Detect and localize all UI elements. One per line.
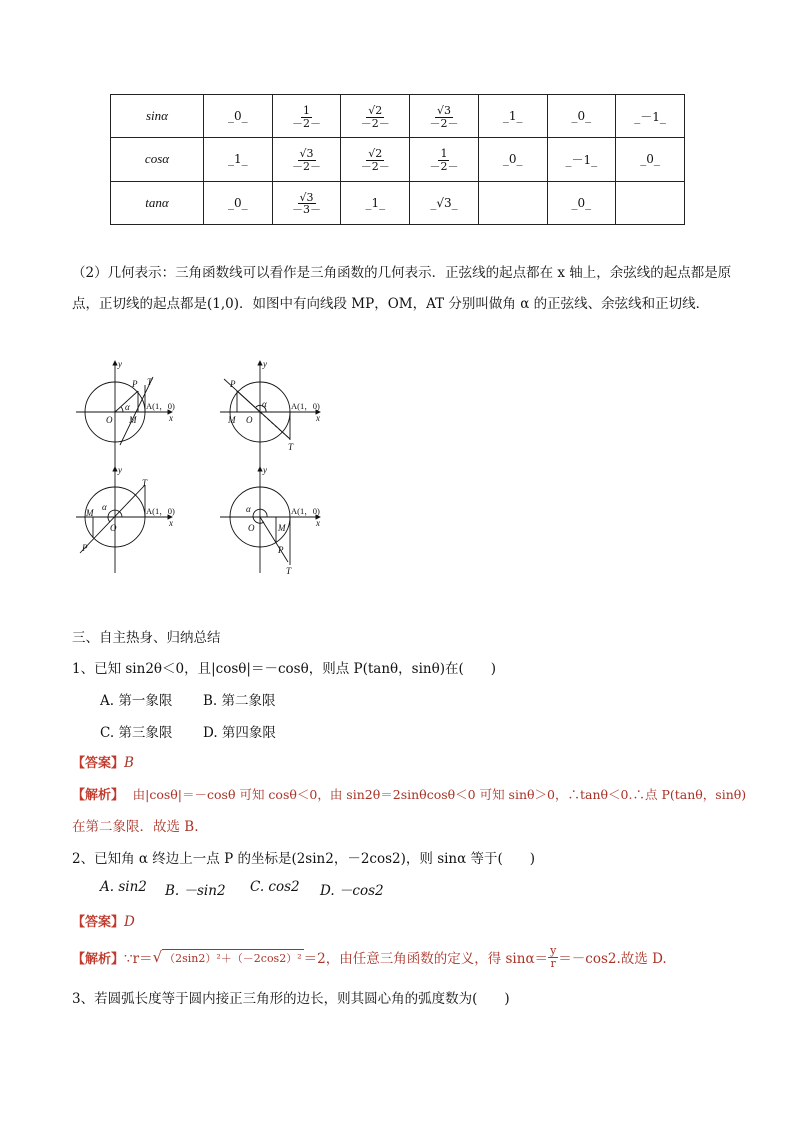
table-cell: _0_ xyxy=(547,181,616,224)
section-title: 三、自主热身、归纳总结 xyxy=(72,630,221,646)
denominator: 2 xyxy=(440,116,448,130)
svg-text:A(1，0): A(1，0) xyxy=(291,506,320,516)
q1-option-b: B. 第二象限 xyxy=(203,693,276,709)
answer-label: 【答案】 xyxy=(72,756,125,771)
q1-answer xyxy=(72,752,134,771)
svg-text:P: P xyxy=(230,379,236,389)
figure-quadrant-3 xyxy=(76,467,172,573)
fraction: $\frac{√2}{-2-}$ xyxy=(360,104,390,130)
answer-label: 【答案】 xyxy=(72,915,125,930)
svg-text:M: M xyxy=(228,415,236,425)
numerator: √2 xyxy=(368,104,383,118)
fraction: $\frac{√3}{-2-}$ xyxy=(429,104,459,130)
table-cell: _0_ xyxy=(204,181,273,224)
q2-option-d: D. －cos2 xyxy=(320,883,384,899)
q1-option-a: A. 第一象限 xyxy=(100,693,173,709)
svg-text:y: y xyxy=(118,465,122,475)
denominator: 2 xyxy=(371,159,379,173)
svg-text:x: x xyxy=(169,413,173,423)
svg-text:T: T xyxy=(147,377,153,387)
svg-text:x: x xyxy=(316,413,320,423)
svg-text:x: x xyxy=(316,518,320,528)
q2-option-a: A. sin2 xyxy=(100,879,147,895)
svg-text:P: P xyxy=(278,545,284,555)
explanation-part: ＝－cos2.故选 D. xyxy=(558,951,667,968)
svg-text:T: T xyxy=(142,478,148,488)
q1-explanation-cont: 在第二象限．故选 B. xyxy=(72,819,199,835)
table-cell xyxy=(341,138,410,181)
svg-text:y: y xyxy=(263,359,267,369)
fraction: $\frac{√3}{-2-}$ xyxy=(292,147,322,173)
row-header: tanα xyxy=(111,181,204,224)
table-cell: _－1_ xyxy=(616,95,685,138)
svg-text:O: O xyxy=(248,523,255,533)
svg-text:P: P xyxy=(82,543,88,553)
svg-text:α: α xyxy=(246,504,251,514)
svg-text:A(1，0): A(1，0) xyxy=(146,506,175,516)
explanation-label: 【解析】 xyxy=(72,788,125,803)
radicand: （2sin2）²＋（－2cos2）² xyxy=(162,949,304,966)
fraction: $\frac{1}{-2-}$ xyxy=(292,104,322,130)
table-cell: _－1_ xyxy=(547,138,616,181)
table-cell xyxy=(410,95,479,138)
svg-text:α: α xyxy=(102,502,107,512)
svg-text:y: y xyxy=(118,359,122,369)
row-header: cosα xyxy=(111,138,204,181)
numerator: √2 xyxy=(368,147,383,161)
figure-quadrant-1 xyxy=(76,361,172,467)
table-cell: _√3_ xyxy=(410,181,479,224)
answer-value: B xyxy=(124,755,134,771)
svg-text:α: α xyxy=(125,402,130,412)
explanation-part: ∵r＝ xyxy=(124,951,153,968)
fraction: $\frac{√3}{-3-}$ xyxy=(292,190,322,217)
svg-text:α: α xyxy=(262,399,267,409)
fraction: $\frac{√2}{-2-}$ xyxy=(360,147,390,173)
svg-text:T: T xyxy=(286,566,292,576)
figure-quadrant-4 xyxy=(220,467,320,573)
fraction: $\frac{1}{-2-}$ xyxy=(429,147,459,173)
numerator: √3 xyxy=(299,147,314,161)
q2-option-c: C. cos2 xyxy=(250,879,300,895)
denominator: 3 xyxy=(303,203,311,217)
q2-stem: 2、已知角 α 终边上一点 P 的坐标是(2sin2，－2cos2)，则 sinα 等于( ) xyxy=(72,851,536,867)
trig-line-figures xyxy=(70,355,340,580)
table-row xyxy=(111,138,685,181)
table-cell xyxy=(341,95,410,138)
svg-text:O: O xyxy=(110,523,117,533)
svg-text:y: y xyxy=(263,465,267,475)
explanation-label: 【解析】 xyxy=(72,951,125,967)
q1-option-c: C. 第三象限 xyxy=(100,725,173,741)
table-cell xyxy=(410,138,479,181)
row-header: sinα xyxy=(111,95,204,138)
trig-values-table xyxy=(110,94,685,225)
numerator: 1 xyxy=(303,104,311,118)
table-cell: _0_ xyxy=(478,138,547,181)
numerator: √3 xyxy=(299,190,314,204)
table-row xyxy=(111,95,685,138)
table-cell: _0_ xyxy=(616,138,685,181)
table-cell: _1_ xyxy=(204,138,273,181)
table-row xyxy=(111,181,685,224)
q1-option-d: D. 第四象限 xyxy=(203,725,276,741)
table-cell: _1_ xyxy=(478,95,547,138)
svg-text:P: P xyxy=(132,379,138,389)
table-cell: _0_ xyxy=(547,95,616,138)
svg-text:M: M xyxy=(86,508,94,518)
table-cell xyxy=(272,95,341,138)
svg-text:O: O xyxy=(246,415,253,425)
table-cell xyxy=(478,181,547,224)
explanation-text: 由|cosθ|＝－cosθ 可知 cosθ＜0，由 sin2θ＝2sinθcosθ＜0 可知 sinθ＞0，∴tanθ＜0.∴点 P(tanθ，sinθ) xyxy=(132,787,747,802)
denominator: 2 xyxy=(440,159,448,173)
svg-text:M: M xyxy=(278,523,286,533)
q1-stem: 1、已知 sin2θ＜0，且|cosθ|＝－cosθ，则点 P(tanθ，sinθ)在( ) xyxy=(72,661,497,677)
figure-quadrant-2 xyxy=(220,361,320,467)
geometric-representation-paragraph: （2）几何表示：三角函数线可以看作是三角函数的几何表示．正弦线的起点都在 x 轴上，余弦线的起点都是原点，正切线的起点都是(1,0)．如图中有向线段 MP，OM，AT 分别叫做角 α 的正弦线、余弦线和正切线． xyxy=(72,265,732,312)
q3-stem: 3、若圆弧长度等于圆内接正三角形的边长，则其圆心角的弧度数为( ) xyxy=(72,991,510,1007)
q2-option-b: B. －sin2 xyxy=(165,883,226,899)
denominator: 2 xyxy=(371,116,379,130)
table-cell: _0_ xyxy=(204,95,273,138)
sqrt-symbol: √ xyxy=(152,948,163,967)
answer-value: D xyxy=(124,914,135,930)
q2-explanation xyxy=(72,945,667,969)
svg-text:A(1，0): A(1，0) xyxy=(291,401,320,411)
explanation-part: ＝2，由任意三角函数的定义，得 sinα＝ xyxy=(303,951,549,968)
svg-text:A(1，0): A(1，0) xyxy=(146,401,175,411)
fraction-y-over-r: $\frac{y}{r}$ xyxy=(550,944,557,970)
svg-text:O: O xyxy=(106,415,113,425)
q1-explanation xyxy=(72,784,746,803)
svg-text:T: T xyxy=(288,442,294,452)
denominator: 2 xyxy=(303,116,311,130)
table-cell xyxy=(616,181,685,224)
numerator: √3 xyxy=(436,104,451,118)
svg-text:M: M xyxy=(129,415,137,425)
table-cell xyxy=(272,181,341,224)
q2-answer xyxy=(72,911,135,930)
denominator: 2 xyxy=(303,159,311,173)
svg-text:x: x xyxy=(169,518,173,528)
numerator: 1 xyxy=(440,147,448,161)
table-cell: _1_ xyxy=(341,181,410,224)
table-cell xyxy=(272,138,341,181)
